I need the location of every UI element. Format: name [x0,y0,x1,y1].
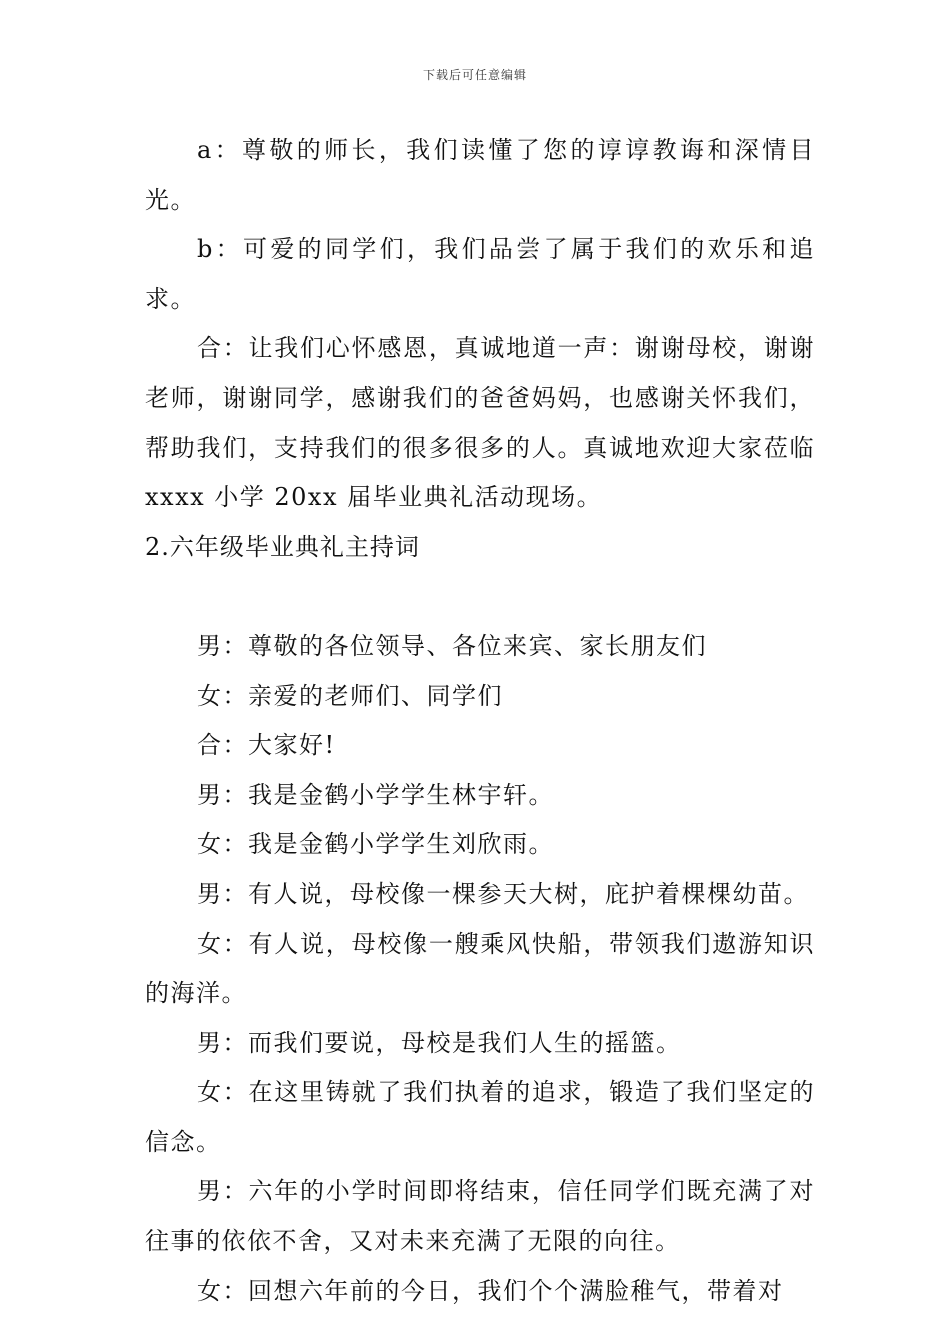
paragraph-b: b：可爱的同学们，我们品尝了属于我们的欢乐和追求。 [145,235,815,313]
document-body [145,126,815,1316]
dialogue-line: 男：我是金鹤小学学生林宇轩。 [197,780,554,809]
section-heading: 2.六年级毕业典礼主持词 [145,532,420,561]
dialogue-line: 女：有人说，母校像一艘乘风快船，带领我们遨游知识的海洋。 [145,929,815,1008]
dialogue-line: 男：六年的小学时间即将结束，信任同学们既充满了对往事的依依不舍，又对未来充满了无限的向往。 [145,1177,815,1256]
dialogue-line: 合：大家好! [197,731,336,760]
dialogue-line: 女：亲爱的老师们、同学们 [197,681,503,710]
dialogue-line: 男：尊敬的各位领导、各位来宾、家长朋友们 [197,631,707,660]
dialogue-line: 男：有人说，母校像一棵参天大树，庇护着棵棵幼苗。 [197,879,809,908]
dialogue-line: 女：我是金鹤小学学生刘欣雨。 [197,830,554,859]
dialogue-line: 男：而我们要说，母校是我们人生的摇篮。 [197,1028,682,1057]
paragraph-together: 合：让我们心怀感恩，真诚地道一声：谢谢母校，谢谢老师，谢谢同学，感谢我们的爸爸妈妈，也感谢关怀我们，帮助我们，支持我们的很多很多的人。真诚地欢迎大家莅临 xxxx 小学 20xx 届毕业典礼活动现场。 [145,334,815,512]
paragraph-a: a：尊敬的师长，我们读懂了您的谆谆教诲和深情目光。 [145,136,815,214]
blank-line [145,572,815,622]
dialogue-line: 女：在这里铸就了我们执着的追求，锻造了我们坚定的信念。 [145,1078,815,1156]
dialogue-line: 女：回想六年前的今日，我们个个满脸稚气，带着对 [197,1276,784,1305]
header-note: 下载后可任意编辑 [422,68,527,82]
